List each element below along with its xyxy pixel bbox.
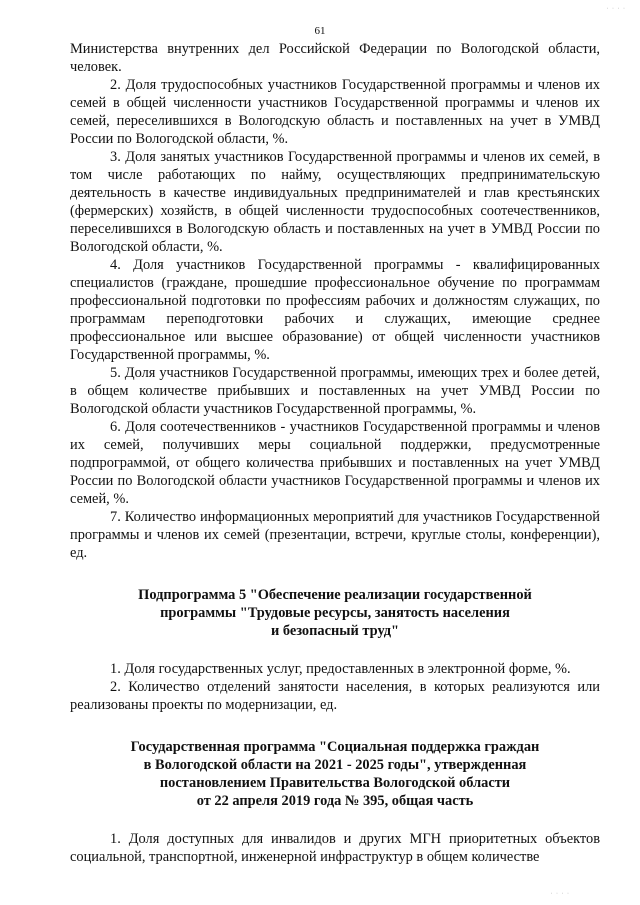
heading-line: программы "Трудовые ресурсы, занятость населения (160, 605, 510, 621)
indicator-paragraph-7: 7. Количество информационных мероприятий для участников Государственной программы и членов их семей (презентации, встречи, круглые столы, конференции), ед. (70, 509, 600, 561)
indicator-paragraph-6: 6. Доля соотечественников - участников Государственной программы и членов их семей, получивших меры социальной поддержки, предусмотренные подпрограммой, от общего количества прибывших и поставленных на учет УМВД России по Вологодской области участников Государственной программы и членов их семей, %. (70, 419, 600, 507)
social-support-indicator-1: 1. Доля доступных для инвалидов и других МГН приоритетных объектов социальной, транспортной, инженерной инфраструктур в общем количестве (70, 831, 600, 865)
heading-line: постановлением Правительства Вологодской области (159, 775, 511, 791)
page-number: 61 (314, 25, 326, 37)
heading-line: в Вологодской области на 2021 - 2025 годы", утвержденная (143, 757, 527, 773)
document-body (70, 40, 600, 866)
heading-line: Подпрограмма 5 "Обеспечение реализации государственной (138, 587, 532, 603)
indicator-paragraph-5: 5. Доля участников Государственной программы, имеющих трех и более детей, в общем количестве прибывших и поставленных на учет УМВД России по Вологодской области участников Государственной программы, %. (70, 365, 600, 417)
indicator-paragraph-4: 4. Доля участников Государственной программы - квалифицированных специалистов (граждане, прошедшие профессиональное обучение по программам профессиональной подготовки по профессиям рабочих и должностям служащих, по программам переподготовки рабочих и служащих, имеющие среднее профессиональное или высшее образование) от общей численности участников Государственной программы, %. (70, 257, 600, 363)
scan-corner-mark: · · · · (606, 6, 626, 12)
heading-line: Государственная программа "Социальная поддержка граждан (130, 739, 540, 755)
heading-line: и безопасный труд" (270, 623, 400, 639)
scan-corner-mark: · · · · (550, 891, 570, 897)
heading-line: от 22 апреля 2019 года № 395, общая часть (196, 793, 474, 809)
subprogram-5-indicator-1: 1. Доля государственных услуг, предоставленных в электронной форме, %. (110, 661, 571, 677)
paragraph-continuation: Министерства внутренних дел Российской Федерации по Вологодской области, человек. (70, 41, 600, 75)
subprogram-5-heading (70, 586, 600, 640)
indicator-paragraph-3: 3. Доля занятых участников Государственной программы и членов их семей, в том числе работающих по найму, осуществляющих предпринимательскую деятельность в качестве индивидуальных предпринимателей и глав крестьянских (фермерских) хозяйств, в общей численности трудоспособных соотечественников, переселившихся в Вологодскую область и поставленных на учет в УМВД России по Вологодской области, %. (70, 149, 600, 255)
social-support-program-heading (70, 738, 600, 810)
subprogram-5-indicator-2: 2. Количество отделений занятости населения, в которых реализуются или реализованы проекты по модернизации, ед. (70, 679, 600, 713)
indicator-paragraph-2: 2. Доля трудоспособных участников Государственной программы и членов их семей в общей численности участников Государственной программы и членов их семей, переселившихся в Вологодскую область и поставленных на учет в УМВД России по Вологодской области, %. (70, 77, 600, 147)
